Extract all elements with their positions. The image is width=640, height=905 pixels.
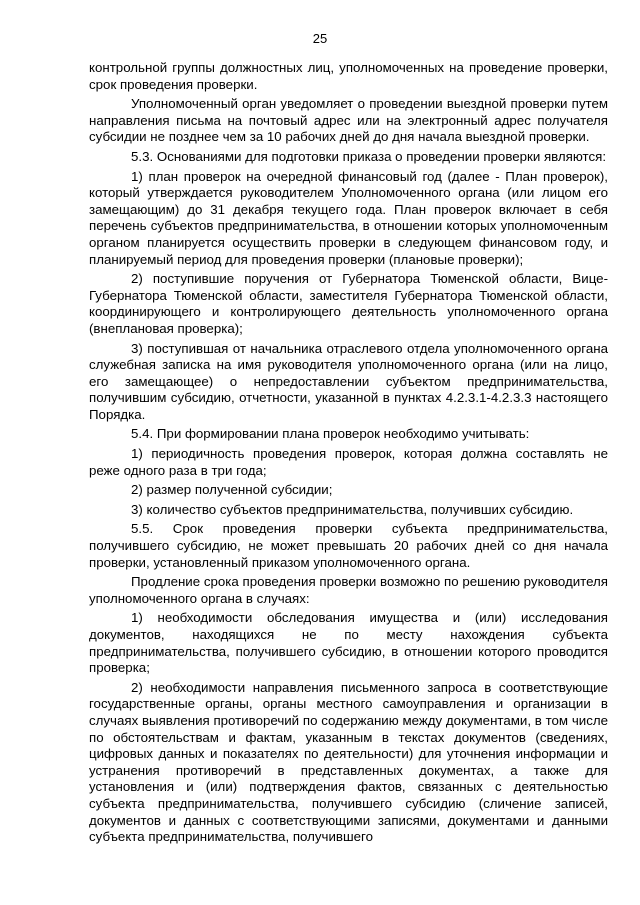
paragraph-5-3-item-3: 3) поступившая от начальника отраслевого отдела уполномоченного органа служебная записка на имя руководителя уполномоченного органа (или на лицо, его замещающее) о непредоставлении субъектом предпринимательства, получившим субсидию, отчетности, указанной в пунктах 4.2.3.1-4.2.3.3 настоящего Порядка. bbox=[89, 340, 608, 422]
paragraph-5-4-item-2: 2) размер полученной субсидии; bbox=[131, 482, 333, 498]
paragraph-continuation: контрольной группы должностных лиц, уполномоченных на проведение проверки, срок проведения проверки. bbox=[89, 60, 608, 92]
paragraph-5-4-item-1: 1) периодичность проведения проверок, которая должна составлять не реже одного раза в три года; bbox=[89, 446, 608, 478]
paragraph-extension-item-2: 2) необходимости направления письменного запроса в соответствующие государственные органы, органы местного самоуправления и организации в случаях выявления противоречий по содержанию между документами, в том числе по обстоятельствам и фактам, указанным в текстах документов (сведениях, цифровых данных и показателях по деятельности) для уточнения информации и устранения противоречий в представленных документах, а также для установления и (или) подтверждения фактов, связанных с деятельностью субъекта предпринимательства, получившего субсидию (сличение записей, документов и данных с соответствующими записями, документами и данными субъекта предпринимательства, получившего bbox=[89, 679, 608, 845]
paragraph-notification: Уполномоченный орган уведомляет о проведении выездной проверки путем направления письма на почтовый адрес или на электронный адрес получателя субсидии не позднее чем за 10 рабочих дней до дня начала выездной проверки. bbox=[89, 96, 608, 145]
paragraph-5-3-item-2: 2) поступившие поручения от Губернатора Тюменской области, Вице-Губернатора Тюменской области, заместителя Губернатора Тюменской области, координирующего и контролирующего деятельность уполномоченного органа (внеплановая проверка); bbox=[89, 271, 608, 336]
paragraph-5-5: 5.5. Срок проведения проверки субъекта предпринимательства, получившего субсидию, не может превышать 20 рабочих дней со дня начала проверки, установленный приказом уполномоченного органа. bbox=[89, 521, 608, 570]
paragraph-5-3: 5.3. Основаниями для подготовки приказа о проведении проверки являются: bbox=[131, 148, 607, 164]
paragraph-5-3-item-1: 1) план проверок на очередной финансовый год (далее - План проверок), который утверждается руководителем Уполномоченного органа (или лицом его замещающим) до 31 декабря текущего года. План проверок включает в себя перечень субъектов предпринимательства, в отношении которых уполномоченным органом планируется осуществить проверки в следующем финансовом году, и планируемый период для проведения проверки (плановые проверки); bbox=[89, 168, 608, 267]
document-body bbox=[89, 60, 608, 846]
paragraph-5-4-item-3: 3) количество субъектов предпринимательства, получивших субсидию. bbox=[131, 501, 574, 517]
paragraph-extension: Продление срока проведения проверки возможно по решению руководителя уполномоченного органа в случаях: bbox=[89, 574, 608, 606]
page-number: 25 bbox=[312, 31, 328, 46]
paragraph-5-4: 5.4. При формировании плана проверок необходимо учитывать: bbox=[131, 426, 530, 442]
paragraph-extension-item-1: 1) необходимости обследования имущества и (или) исследования документов, находящихся не по месту нахождения субъекта предпринимательства, получившего субсидию, в отношении которого проводится проверка; bbox=[89, 610, 608, 676]
